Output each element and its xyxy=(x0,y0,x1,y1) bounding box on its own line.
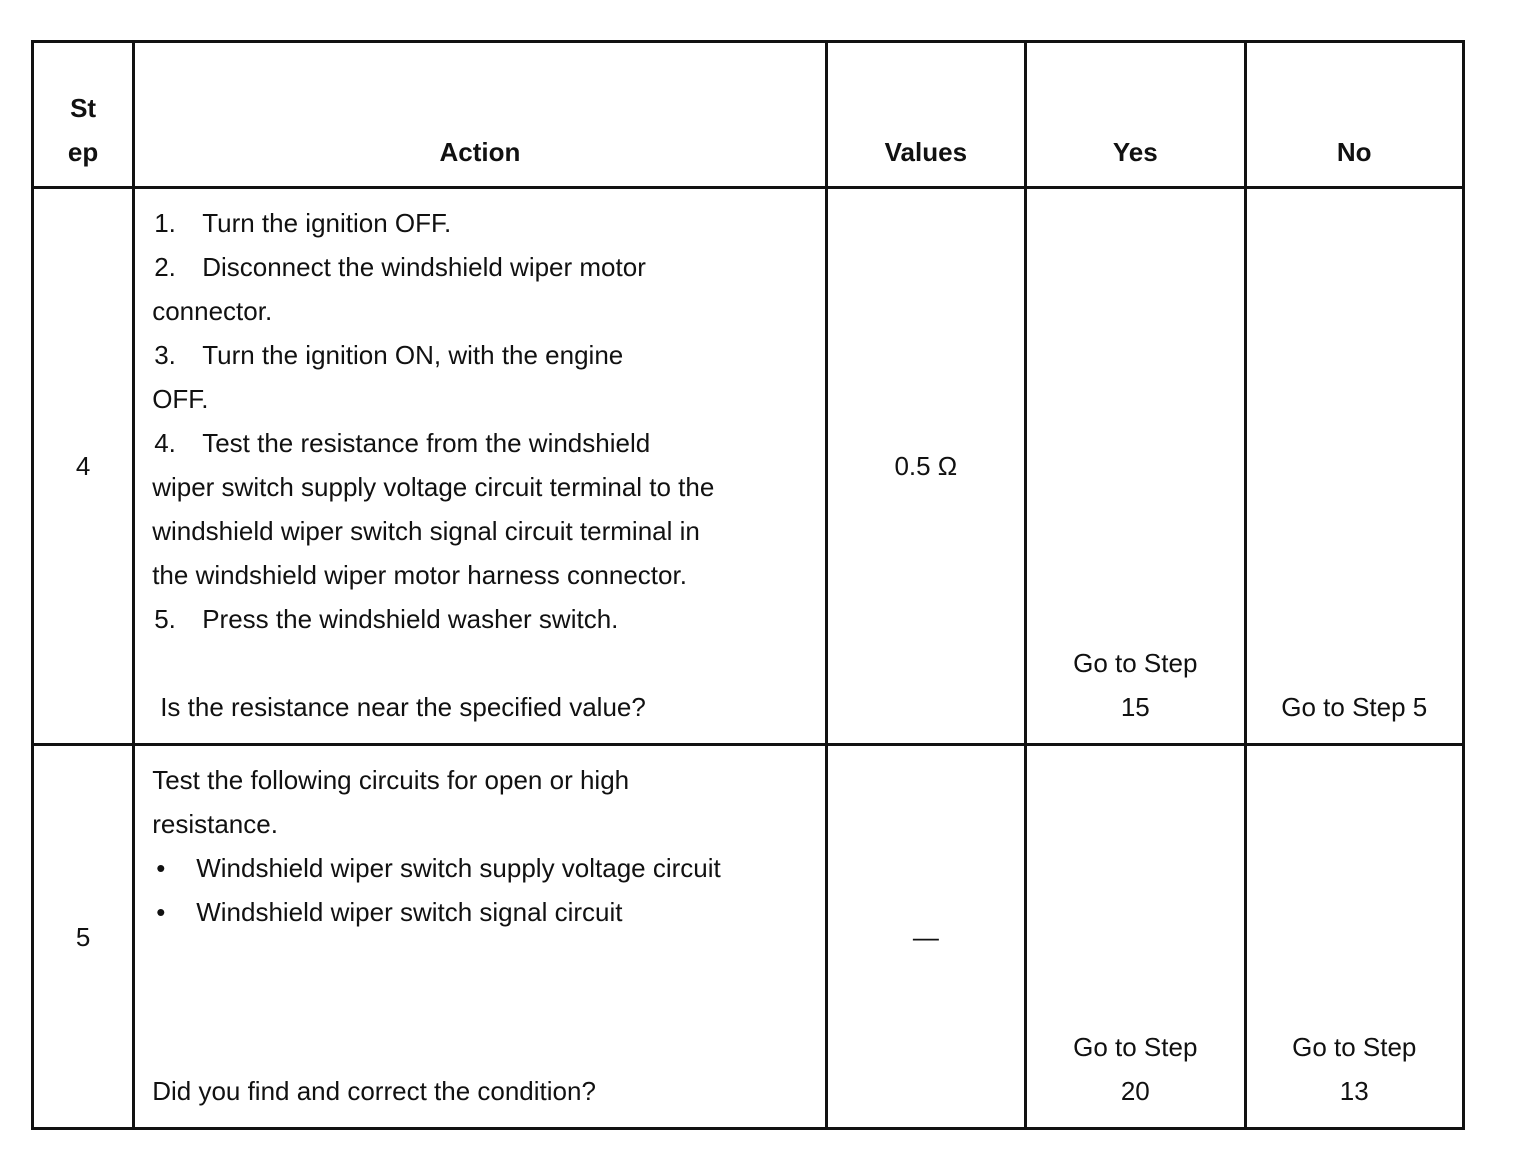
action-cell xyxy=(134,188,826,745)
yes-cell xyxy=(1026,188,1245,745)
no-cell xyxy=(1245,188,1464,745)
step-number: 4 xyxy=(33,188,134,745)
no-line: Go to Step 5 xyxy=(1281,692,1428,722)
action-line: wiper switch supply voltage circuit terminal to the xyxy=(152,472,715,502)
no-line: Go to Step xyxy=(1292,1032,1417,1062)
header-step-line-2: ep xyxy=(67,137,99,167)
diagnostic-table xyxy=(31,40,1465,1130)
no-cell xyxy=(1245,745,1464,1129)
yes-line: 15 xyxy=(1120,692,1150,722)
action-line: Test the following circuits for open or high xyxy=(152,765,630,795)
action-line: resistance. xyxy=(152,809,278,839)
action-line: 4. Test the resistance from the windshield xyxy=(154,428,651,458)
header-step-line-1: St xyxy=(70,93,97,123)
question-text: Is the resistance near the specified value? xyxy=(160,692,646,722)
question-text: Did you find and correct the condition? xyxy=(152,1076,596,1106)
yes-line: 20 xyxy=(1120,1076,1150,1106)
action-line: 3. Turn the ignition ON, with the engine xyxy=(154,340,624,370)
action-line: windshield wiper switch signal circuit terminal in xyxy=(152,516,700,546)
table-row-step-4 xyxy=(33,188,1464,745)
header-values: Values xyxy=(826,42,1025,188)
yes-line: Go to Step xyxy=(1073,648,1198,678)
step-number: 5 xyxy=(33,745,134,1129)
no-line: 13 xyxy=(1339,1076,1369,1106)
header-row xyxy=(33,42,1464,188)
yes-cell xyxy=(1026,745,1245,1129)
yes-line: Go to Step xyxy=(1073,1032,1198,1062)
action-cell xyxy=(134,745,826,1129)
action-line: connector. xyxy=(152,296,273,326)
header-no: No xyxy=(1245,42,1464,188)
header-yes: Yes xyxy=(1026,42,1245,188)
action-line: 2. Disconnect the windshield wiper motor xyxy=(154,252,646,282)
action-line: 1. Turn the ignition OFF. xyxy=(154,208,452,238)
header-action: Action xyxy=(134,42,826,188)
header-step xyxy=(33,42,134,188)
action-line: • Windshield wiper switch signal circuit xyxy=(156,897,623,927)
values-cell: — xyxy=(826,745,1025,1129)
action-line: • Windshield wiper switch supply voltage circuit xyxy=(156,853,721,883)
action-line: the windshield wiper motor harness connector. xyxy=(152,560,687,590)
table-row-step-5 xyxy=(33,745,1464,1129)
action-line: 5. Press the windshield washer switch. xyxy=(154,604,619,634)
action-line: OFF. xyxy=(152,384,209,414)
values-cell: 0.5 Ω xyxy=(826,188,1025,745)
